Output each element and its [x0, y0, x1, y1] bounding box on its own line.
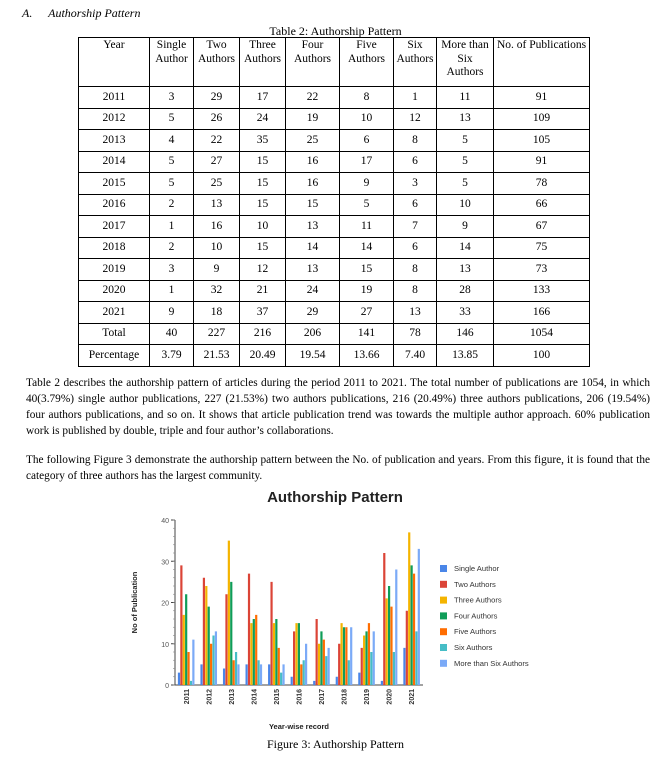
- table-cell: 9: [437, 216, 494, 238]
- table-cell: 12: [394, 108, 437, 130]
- y-tick-label: 20: [161, 600, 169, 608]
- table-header-cell: No. of Publications: [494, 38, 590, 87]
- table-cell: 28: [437, 280, 494, 302]
- bar-six-authors-2014: [258, 660, 260, 685]
- table-header-cell: More than Six Authors: [437, 38, 494, 87]
- table-cell: 16: [286, 173, 340, 195]
- bar-six-authors-2013: [235, 652, 237, 685]
- bar-four-authors-2014: [253, 619, 255, 685]
- legend-label: Six Authors: [454, 643, 493, 652]
- table-cell: 227: [194, 323, 240, 345]
- table-cell: 5: [437, 151, 494, 173]
- table-cell: 37: [240, 302, 286, 324]
- table-cell: 14: [340, 237, 394, 259]
- bar-single-author-2017: [313, 681, 315, 685]
- table-cell: 5: [150, 108, 194, 130]
- table-cell: 6: [394, 237, 437, 259]
- bar-four-authors-2017: [320, 631, 322, 685]
- table-cell: 15: [286, 194, 340, 216]
- bar-six-authors-2015: [280, 673, 282, 685]
- y-tick-label: 0: [165, 683, 169, 690]
- table-cell: 7: [394, 216, 437, 238]
- table-cell: 22: [194, 130, 240, 152]
- x-tick-label: 2017: [319, 689, 327, 705]
- table-cell: 5: [150, 151, 194, 173]
- bar-six-authors-2020: [393, 652, 395, 685]
- legend-label: Five Authors: [454, 627, 497, 637]
- table-cell: 6: [340, 130, 394, 152]
- authorship-table: [78, 37, 590, 367]
- bar-five-authors-2017: [323, 640, 325, 685]
- table-row: [79, 173, 590, 195]
- table-cell: 3: [394, 173, 437, 195]
- bar-four-authors-2016: [298, 623, 300, 685]
- y-tick-label: 10: [161, 641, 169, 649]
- bar-single-author-2016: [291, 677, 293, 685]
- table-row-label: 2013: [79, 130, 150, 152]
- legend-label: Three Authors: [454, 595, 502, 605]
- figure-caption: Figure 3: Authorship Pattern: [267, 737, 404, 751]
- paragraph-figure-description: The following Figure 3 demonstrate the authorship pattern between the No. of publication and years. From this figure, it is found that the category of three authors has the largest community.: [26, 454, 650, 482]
- table-header-cell: Four Authors: [286, 38, 340, 87]
- table-cell: 17: [240, 87, 286, 109]
- table-cell: 78: [494, 173, 590, 195]
- bar-more-than-six-authors-2018: [350, 627, 352, 685]
- table-row-label: 2015: [79, 173, 150, 195]
- bar-four-authors-2012: [208, 607, 210, 685]
- table-header-cell: Two Authors: [194, 38, 240, 87]
- legend-label: Four Authors: [454, 611, 498, 621]
- bar-five-authors-2019: [368, 623, 370, 685]
- table-row: [79, 345, 590, 367]
- table-cell: 13: [394, 302, 437, 324]
- table-cell: 9: [150, 302, 194, 324]
- table-cell: 8: [394, 280, 437, 302]
- table-cell: 27: [194, 151, 240, 173]
- table-header-cell: Three Authors: [240, 38, 286, 87]
- bar-four-authors-2020: [388, 586, 390, 685]
- table-cell: 5: [340, 194, 394, 216]
- section-heading: [22, 6, 140, 21]
- table-cell: 21: [240, 280, 286, 302]
- bar-two-authors-2015: [270, 582, 272, 685]
- x-tick-label: 2015: [273, 689, 281, 705]
- bar-five-authors-2014: [255, 615, 257, 685]
- legend-swatch-0: [440, 565, 447, 572]
- chart-container: [125, 485, 570, 735]
- table-cell: 15: [340, 259, 394, 281]
- table-cell: 216: [240, 323, 286, 345]
- x-tick-label: 2018: [341, 689, 349, 705]
- y-tick-label: 30: [161, 559, 169, 567]
- table-cell: 27: [340, 302, 394, 324]
- table-row: [79, 130, 590, 152]
- bar-single-author-2011: [178, 673, 180, 685]
- bar-more-than-six-authors-2012: [215, 631, 217, 685]
- table-cell: 1: [150, 216, 194, 238]
- table-cell: 8: [394, 259, 437, 281]
- table-cell: 18: [194, 302, 240, 324]
- table-cell: 5: [150, 173, 194, 195]
- y-tick-label: 40: [161, 518, 169, 525]
- bar-five-authors-2020: [390, 607, 392, 685]
- table-cell: 16: [286, 151, 340, 173]
- bar-six-authors-2018: [348, 660, 350, 685]
- table-cell: 35: [240, 130, 286, 152]
- x-tick-label: 2013: [228, 689, 236, 705]
- legend-label: Two Authors: [454, 579, 496, 589]
- bar-six-authors-2019: [370, 652, 372, 685]
- x-tick-label: 2011: [183, 689, 191, 705]
- table-row: [79, 108, 590, 130]
- table-cell: 9: [340, 173, 394, 195]
- table-cell: 13: [437, 259, 494, 281]
- table-cell: 100: [494, 345, 590, 367]
- bar-four-authors-2018: [343, 627, 345, 685]
- table-cell: 20.49: [240, 345, 286, 367]
- chart-title: Authorship Pattern: [267, 489, 403, 506]
- table-cell: 40: [150, 323, 194, 345]
- table-cell: 22: [286, 87, 340, 109]
- table-cell: 2: [150, 194, 194, 216]
- legend-label: More than Six Authors: [454, 658, 529, 668]
- bar-more-than-six-authors-2011: [192, 640, 194, 685]
- table-cell: 13: [286, 259, 340, 281]
- bar-single-author-2013: [223, 669, 225, 686]
- table-cell: 13: [437, 108, 494, 130]
- table-cell: 9: [194, 259, 240, 281]
- bar-three-authors-2021: [408, 532, 410, 685]
- table-row-label: 2019: [79, 259, 150, 281]
- paragraph-table-description: Table 2 describes the authorship pattern of articles during the period 2011 to 2021. The total number of publications are 1054, in which 40(3.79%) single author publications, 227 (21.53%) two authors publications, 216 (20.49%) three authors publications, 206 (19.54%) four authors publications, and so on. It shows that article publication trend was towards the multiple author approach. 60% publication work is published by double, triple and four author’s collaborations.: [26, 377, 650, 437]
- bar-more-than-six-authors-2017: [328, 648, 330, 685]
- table-cell: 10: [240, 216, 286, 238]
- bar-three-authors-2019: [363, 636, 365, 686]
- bar-five-authors-2013: [233, 660, 235, 685]
- table-row-label: Total: [79, 323, 150, 345]
- table-row-label: 2021: [79, 302, 150, 324]
- table-cell: 67: [494, 216, 590, 238]
- table-cell: 26: [194, 108, 240, 130]
- bar-three-authors-2013: [228, 541, 230, 685]
- table-cell: 13.85: [437, 345, 494, 367]
- bar-four-authors-2015: [275, 619, 277, 685]
- bar-five-authors-2011: [187, 652, 189, 685]
- legend-swatch-5: [440, 644, 447, 651]
- table-cell: 166: [494, 302, 590, 324]
- bar-two-authors-2014: [248, 574, 250, 685]
- table-row-label: 2014: [79, 151, 150, 173]
- table-cell: 206: [286, 323, 340, 345]
- table-row: [79, 259, 590, 281]
- table-cell: 10: [437, 194, 494, 216]
- bar-single-author-2018: [336, 677, 338, 685]
- legend-swatch-6: [440, 660, 447, 667]
- bar-six-authors-2021: [415, 631, 417, 685]
- x-tick-label: 2019: [364, 689, 372, 705]
- table-cell: 33: [437, 302, 494, 324]
- bar-single-author-2014: [246, 664, 248, 685]
- bar-six-authors-2017: [325, 656, 327, 685]
- bar-three-authors-2014: [250, 623, 252, 685]
- legend-swatch-1: [440, 581, 447, 588]
- bar-six-authors-2011: [190, 681, 192, 685]
- table-header-cell: Six Authors: [394, 38, 437, 87]
- bar-five-authors-2015: [278, 648, 280, 685]
- table-cell: 19: [286, 108, 340, 130]
- bar-single-author-2021: [403, 648, 405, 685]
- x-tick-label: 2012: [206, 689, 214, 705]
- table-cell: 29: [286, 302, 340, 324]
- bar-three-authors-2012: [205, 586, 207, 685]
- bar-more-than-six-authors-2020: [395, 570, 397, 686]
- table-cell: 6: [394, 194, 437, 216]
- bar-five-authors-2018: [345, 627, 347, 685]
- table-cell: 13: [286, 216, 340, 238]
- x-tick-label: 2021: [409, 689, 417, 705]
- table-cell: 12: [240, 259, 286, 281]
- table-row: [79, 323, 590, 345]
- bar-two-authors-2018: [338, 644, 340, 685]
- bar-more-than-six-authors-2013: [237, 664, 239, 685]
- table-cell: 4: [150, 130, 194, 152]
- legend-swatch-2: [440, 597, 447, 604]
- bar-two-authors-2012: [203, 578, 205, 685]
- bar-three-authors-2015: [273, 623, 275, 685]
- bar-two-authors-2013: [225, 594, 227, 685]
- bar-six-authors-2016: [303, 660, 305, 685]
- table-cell: 75: [494, 237, 590, 259]
- table-cell: 11: [340, 216, 394, 238]
- bar-more-than-six-authors-2021: [418, 549, 420, 685]
- table-cell: 133: [494, 280, 590, 302]
- bar-more-than-six-authors-2019: [373, 631, 375, 685]
- table-cell: 141: [340, 323, 394, 345]
- table-row: [79, 280, 590, 302]
- table-caption: Table 2: Authorship Pattern: [269, 24, 402, 38]
- table-cell: 10: [194, 237, 240, 259]
- table-row-label: 2016: [79, 194, 150, 216]
- bar-three-authors-2018: [340, 623, 342, 685]
- table-cell: 1054: [494, 323, 590, 345]
- x-tick-label: 2020: [386, 689, 394, 705]
- table-cell: 91: [494, 87, 590, 109]
- bar-two-authors-2020: [383, 553, 385, 685]
- table-cell: 7.40: [394, 345, 437, 367]
- table-row-label: 2018: [79, 237, 150, 259]
- table-cell: 19.54: [286, 345, 340, 367]
- table-cell: 13: [194, 194, 240, 216]
- table-header-cell: Five Authors: [340, 38, 394, 87]
- table-cell: 17: [340, 151, 394, 173]
- table-cell: 8: [340, 87, 394, 109]
- legend-swatch-3: [440, 612, 447, 619]
- table-cell: 15: [240, 194, 286, 216]
- table-header-row: [79, 38, 590, 87]
- table-row-label: 2020: [79, 280, 150, 302]
- bar-single-author-2020: [381, 681, 383, 685]
- table-cell: 32: [194, 280, 240, 302]
- table-cell: 24: [240, 108, 286, 130]
- bar-four-authors-2021: [411, 565, 413, 685]
- table-row-label: Percentage: [79, 345, 150, 367]
- table-row: [79, 194, 590, 216]
- bar-five-authors-2016: [300, 664, 302, 685]
- table-cell: 10: [340, 108, 394, 130]
- bar-more-than-six-authors-2016: [305, 644, 307, 685]
- table-cell: 1: [394, 87, 437, 109]
- table-row: [79, 87, 590, 109]
- bar-two-authors-2021: [406, 611, 408, 685]
- x-tick-label: 2016: [296, 689, 304, 705]
- table-cell: 91: [494, 151, 590, 173]
- bar-three-authors-2017: [318, 644, 320, 685]
- table-cell: 1: [150, 280, 194, 302]
- table-cell: 16: [194, 216, 240, 238]
- bar-single-author-2012: [200, 664, 202, 685]
- bar-five-authors-2021: [413, 574, 415, 685]
- bar-five-authors-2012: [210, 644, 212, 685]
- table-cell: 15: [240, 151, 286, 173]
- x-axis-label: Year-wise record: [268, 722, 330, 731]
- table-row-label: 2012: [79, 108, 150, 130]
- table-cell: 5: [437, 130, 494, 152]
- table-row-label: 2017: [79, 216, 150, 238]
- table-row-label: 2011: [79, 87, 150, 109]
- table-cell: 109: [494, 108, 590, 130]
- table-cell: 73: [494, 259, 590, 281]
- table-row: [79, 237, 590, 259]
- bar-four-authors-2011: [185, 594, 187, 685]
- table-cell: 3.79: [150, 345, 194, 367]
- section-label: A.: [22, 6, 33, 20]
- table-cell: 24: [286, 280, 340, 302]
- table-cell: 105: [494, 130, 590, 152]
- table-cell: 11: [437, 87, 494, 109]
- table-cell: 25: [286, 130, 340, 152]
- table-cell: 3: [150, 87, 194, 109]
- table-cell: 14: [286, 237, 340, 259]
- table-cell: 8: [394, 130, 437, 152]
- bar-four-authors-2019: [365, 631, 367, 685]
- table-row: [79, 151, 590, 173]
- table-cell: 15: [240, 173, 286, 195]
- authorship-chart: [125, 485, 570, 735]
- section-title: Authorship Pattern: [48, 6, 141, 20]
- table-cell: 3: [150, 259, 194, 281]
- bar-three-authors-2020: [386, 598, 388, 685]
- table-cell: 5: [437, 173, 494, 195]
- x-tick-label: 2014: [251, 689, 259, 705]
- bar-two-authors-2019: [361, 648, 363, 685]
- bar-six-authors-2012: [212, 636, 214, 686]
- table-cell: 66: [494, 194, 590, 216]
- table-header-cell: Year: [79, 38, 150, 87]
- table-cell: 78: [394, 323, 437, 345]
- table-row: [79, 302, 590, 324]
- bar-three-authors-2011: [183, 615, 185, 685]
- table-cell: 6: [394, 151, 437, 173]
- bar-two-authors-2017: [316, 619, 318, 685]
- table-cell: 15: [240, 237, 286, 259]
- table-cell: 146: [437, 323, 494, 345]
- bar-four-authors-2013: [230, 582, 232, 685]
- legend-swatch-4: [440, 628, 447, 635]
- bar-single-author-2019: [358, 673, 360, 685]
- bar-single-author-2015: [268, 664, 270, 685]
- table-header-cell: Single Author: [150, 38, 194, 87]
- table-body: [79, 87, 590, 367]
- y-axis-label: No of Publication: [130, 571, 139, 634]
- table-cell: 13.66: [340, 345, 394, 367]
- table-cell: 29: [194, 87, 240, 109]
- bar-more-than-six-authors-2014: [260, 664, 262, 685]
- table-cell: 21.53: [194, 345, 240, 367]
- table-cell: 25: [194, 173, 240, 195]
- bar-three-authors-2016: [295, 623, 297, 685]
- table-cell: 19: [340, 280, 394, 302]
- legend-label: Single Author: [454, 564, 500, 573]
- bar-more-than-six-authors-2015: [282, 664, 284, 685]
- bar-two-authors-2016: [293, 631, 295, 685]
- table-row: [79, 216, 590, 238]
- table-cell: 2: [150, 237, 194, 259]
- table-cell: 14: [437, 237, 494, 259]
- bar-two-authors-2011: [180, 565, 182, 685]
